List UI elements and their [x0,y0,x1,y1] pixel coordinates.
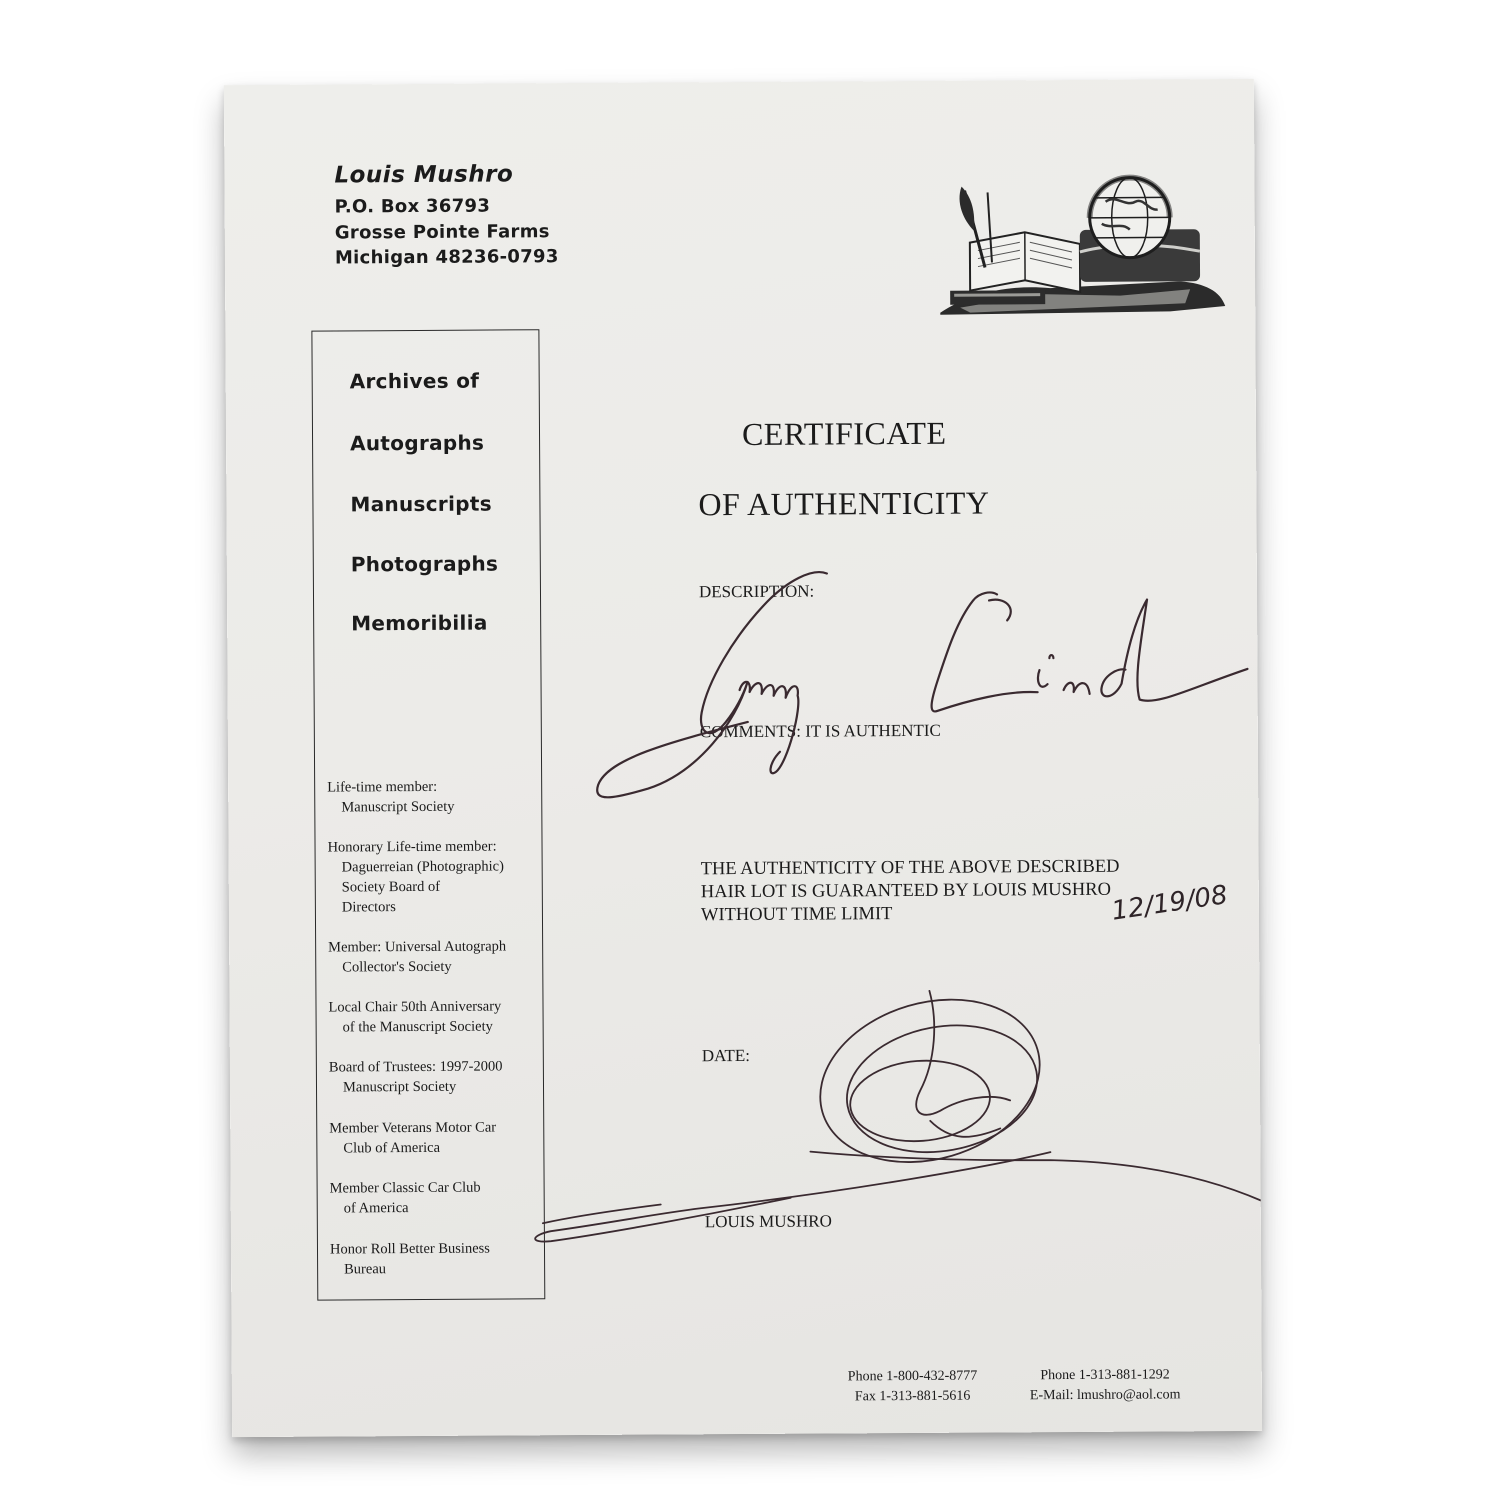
address-line-3: Michigan 48236-0793 [334,246,559,269]
footer-fax: Fax 1-313-881-5616 [854,1388,971,1405]
svg-text:12/19/08: 12/19/08 [1109,880,1230,927]
letterhead-name: Louis Mushro [334,161,514,189]
category-memorabilia: Memoribilia [351,610,488,636]
membership-item: Honorary Life-time member: Daguerreian (Photographic) Society Board of Directors [327,838,504,916]
description-signature [596,570,1248,798]
footer-phone-tollfree: Phone 1-800-432-8777 [847,1368,978,1385]
membership-item: Board of Trustees: 1997-2000 Manuscript Society [328,1058,503,1096]
footer-contact-left [848,1367,978,1408]
category-autographs: Autographs [349,430,485,456]
services-box [311,329,545,1300]
membership-item: Honor Roll Better Business Bureau [329,1240,490,1278]
membership-item: Member: Universal Autograph Collector's Society [328,938,507,976]
globe-book-quill-illustration-icon [929,171,1230,323]
signer-name: LOUIS MUSHRO [704,1211,832,1232]
comments-label: COMMENTS: IT IS AUTHENTIC [699,720,941,742]
footer-contact-right [1030,1365,1181,1406]
certificate-paper [224,79,1262,1437]
membership-item: Member Classic Car Club of America [329,1179,481,1217]
description-label: DESCRIPTION: [698,581,815,602]
membership-item: Life-time member: Manuscript Society [327,778,455,816]
certificate-subtitle: OF AUTHENTICITY [698,484,990,523]
category-archives: Archives of [349,368,480,394]
category-photographs: Photographs [350,551,499,577]
date-label: DATE: [701,1045,751,1066]
membership-item: Local Chair 50th Anniversary of the Manuscript Society [328,998,502,1036]
address-line-2: Grosse Pointe Farms [334,221,550,244]
footer-email[interactable]: E-Mail: lmushro@aol.com [1029,1387,1181,1404]
membership-item: Member Veterans Motor Car Club of America [329,1119,497,1157]
guarantee-text: THE AUTHENTICITY OF THE ABOVE DESCRIBED HAIR LOT IS GUARANTEED BY LOUIS MUSHRO WITHOUT TIME LIMIT [700,856,1120,926]
handwritten-date [1110,880,1230,927]
date-signature [534,973,1263,1242]
footer-phone-local: Phone 1-313-881-1292 [1040,1367,1170,1384]
certificate-title: CERTIFICATE [741,414,947,452]
category-manuscripts: Manuscripts [350,491,492,517]
address-line-1: P.O. Box 36793 [334,195,491,218]
